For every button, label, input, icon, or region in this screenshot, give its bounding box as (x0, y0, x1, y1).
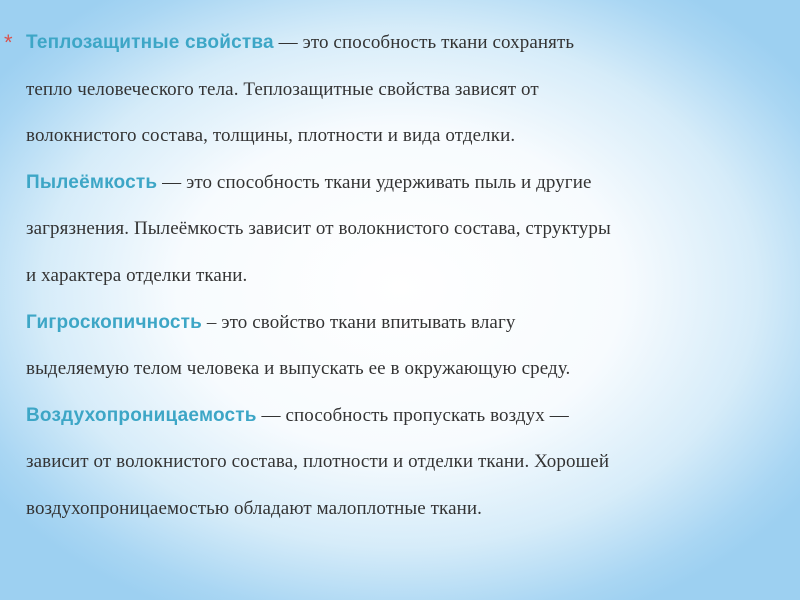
text-line (26, 310, 786, 336)
text-line: выделяемую телом человека и выпускать ее в окружающую среду. (26, 358, 571, 380)
slide-text-body (26, 30, 786, 543)
term-hygroscopicity: Гигроскопичность (26, 311, 203, 333)
text-line: загрязнения. Пылеёмкость зависит от волокнистого состава, структуры (26, 218, 611, 240)
text-line: волокнистого состава, толщины, плотности и вида отделки. (26, 125, 516, 147)
definition-text: — это способность ткани сохранять (273, 32, 575, 53)
term-dust-capacity: Пылеёмкость (26, 171, 158, 193)
text-line (26, 170, 786, 196)
term-air-permeability: Воздухопроницаемость (26, 404, 257, 426)
term-heat-protection: Теплозащитные свойства (26, 32, 274, 53)
text-line: тепло человеческого тела. Теплозащитные свойства зависят от (26, 78, 539, 100)
text-line: и характера отделки ткани. (26, 264, 248, 286)
text-line: зависит от волокнистого состава, плотности и отделки ткани. Хорошей (26, 451, 610, 473)
text-line (26, 403, 786, 429)
text-line (26, 30, 786, 56)
definition-text: — это способность ткани удерживать пыль и другие (157, 171, 592, 193)
definition-text: — способность пропускать воздух — (256, 404, 569, 426)
definition-text: – это свойство ткани впитывать влагу (202, 311, 516, 333)
text-line: воздухопроницаемостью обладают малоплотные ткани. (26, 497, 482, 519)
bullet-asterisk: * (4, 30, 13, 55)
